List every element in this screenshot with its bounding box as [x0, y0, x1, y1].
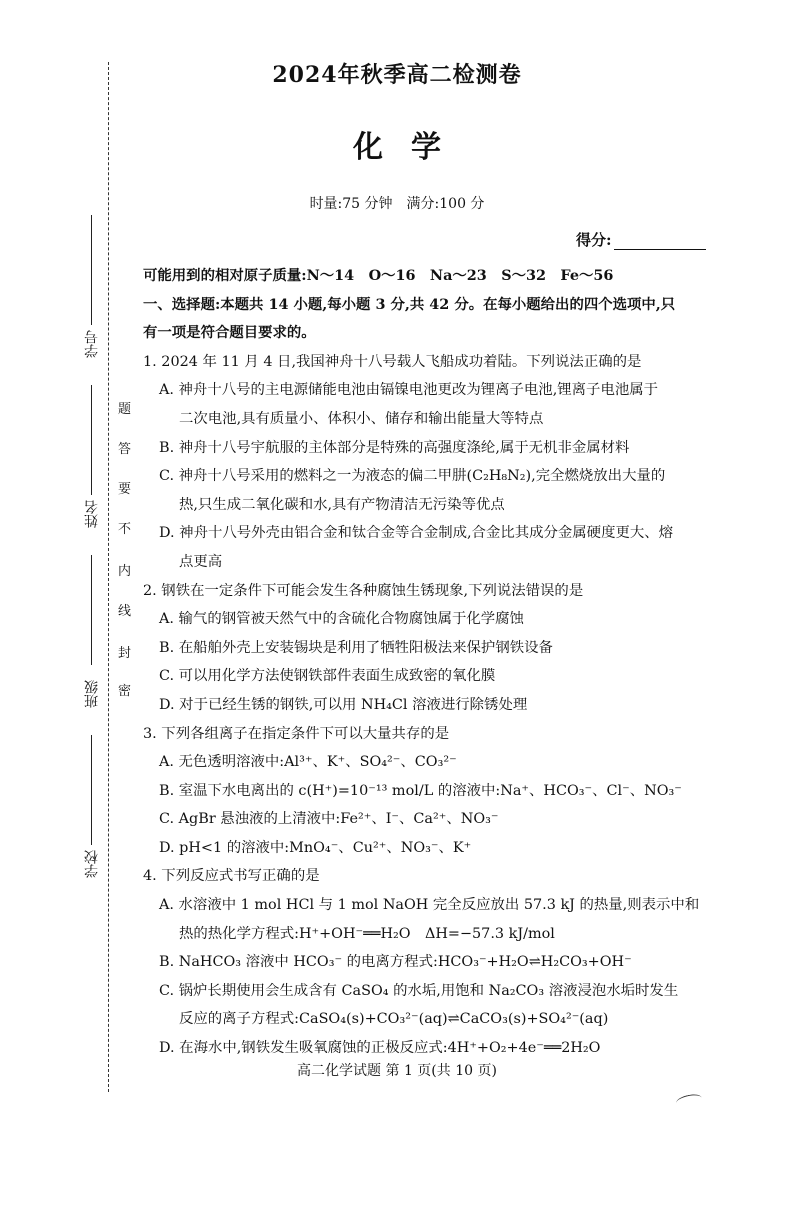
option-continued: 反应的离子方程式:CaSO₄(s)+CO₃²⁻(aq)⇌CaCO₃(s)+SO₄²⁻(aq)	[179, 1011, 609, 1028]
question-stem: 4. 下列反应式书写正确的是	[143, 868, 320, 885]
option: C. 神舟十八号采用的燃料之一为液态的偏二甲肼(C₂H₈N₂),完全燃烧放出大量的	[159, 468, 666, 485]
option: D. 在海水中,钢铁发生吸氧腐蚀的正极反应式:4H⁺+O₂+4e⁻══2H₂O	[159, 1040, 601, 1057]
seal-char: 不	[118, 522, 132, 537]
exam-content	[143, 262, 711, 1063]
question-stem: 2. 钢铁在一定条件下可能会发生各种腐蚀生锈现象,下列说法错误的是	[143, 582, 584, 599]
section-instructions: 有一项是符合题目要求的。	[143, 324, 316, 342]
seal-char: 封	[118, 646, 132, 661]
subject-title: 化学	[353, 130, 469, 165]
class-label: 班级	[84, 680, 100, 708]
question-stem: 3. 下列各组离子在指定条件下可以大量共存的是	[143, 725, 450, 742]
option-continued: 二次电池,具有质量小、体积小、储存和输出能量大等特点	[179, 410, 544, 427]
seal-char: 密	[118, 684, 132, 699]
option-continued: 热的热化学方程式:H⁺+OH⁻══H₂O ΔH=−57.3 kJ/mol	[179, 925, 555, 942]
class-field-line	[91, 555, 92, 665]
binding-line	[108, 62, 109, 1092]
page-footer: 高二化学试题 第 1 页(共 10 页)	[297, 1063, 497, 1079]
option: A. 神舟十八号的主电源储能电池由镉镍电池更改为锂离子电池,锂离子电池属于	[159, 382, 659, 399]
score-label: 得分:	[576, 231, 612, 249]
option: B. 室温下水电离出的 c(H⁺)=10⁻¹³ mol/L 的溶液中:Na⁺、HCO₃⁻、Cl⁻、NO₃⁻	[159, 782, 682, 799]
school-field-line	[91, 735, 92, 845]
option: D. pH<1 的溶液中:MnO₄⁻、Cu²⁺、NO₃⁻、K⁺	[159, 839, 472, 856]
seal-char: 题	[118, 402, 132, 417]
atomic-masses: 可能用到的相对原子质量:N～14 O～16 Na～23 S～32 Fe～56	[143, 267, 614, 284]
option: C. 可以用化学方法使钢铁部件表面生成致密的氧化膜	[159, 668, 496, 685]
option: D. 神舟十八号外壳由铝合金和钛合金等合金制成,合金比其成分金属硬度更大、熔	[159, 525, 674, 542]
option: A. 输气的钢管被天然气中的含硫化合物腐蚀属于化学腐蚀	[159, 611, 524, 628]
student-id-label: 学号	[84, 330, 100, 358]
option: B. NaHCO₃ 溶液中 HCO₃⁻ 的电离方程式:HCO₃⁻+H₂O⇌H₂CO₃+OH⁻	[159, 954, 632, 971]
id-field-line	[91, 215, 92, 325]
pen-mark	[675, 1092, 703, 1108]
time-score-info: 时量:75 分钟 满分:100 分	[309, 196, 485, 212]
option-continued: 点更高	[179, 553, 223, 570]
option: B. 神舟十八号宇航服的主体部分是特殊的高强度涤纶,属于无机非金属材料	[159, 439, 630, 456]
seal-char: 答	[118, 442, 132, 457]
option-continued: 热,只生成二氧化碳和水,具有产物清洁无污染等优点	[179, 496, 505, 513]
name-field-line	[91, 385, 92, 495]
score-blank	[614, 235, 706, 250]
seal-char: 内	[118, 564, 132, 579]
seal-char: 要	[118, 482, 132, 497]
school-label: 学校	[84, 850, 100, 878]
option: A. 水溶液中 1 mol HCl 与 1 mol NaOH 完全反应放出 57.3 kJ 的热量,则表示中和	[159, 897, 700, 914]
section-instructions: 一、选择题:本题共 14 小题,每小题 3 分,共 42 分。在每小题给出的四个选项中,只	[143, 295, 676, 313]
option: C. 锅炉长期使用会生成含有 CaSO₄ 的水垢,用饱和 Na₂CO₃ 溶液浸泡水垢时发生	[159, 982, 679, 999]
question-stem: 1. 2024 年 11 月 4 日,我国神舟十八号载人飞船成功着陆。下列说法正确的是	[143, 353, 642, 370]
option: A. 无色透明溶液中:Al³⁺、K⁺、SO₄²⁻、CO₃²⁻	[159, 754, 457, 771]
name-label: 姓名	[84, 500, 100, 528]
seal-char: 线	[118, 604, 132, 619]
score-field	[576, 229, 706, 250]
option: C. AgBr 悬浊液的上清液中:Fe²⁺、I⁻、Ca²⁺、NO₃⁻	[159, 811, 499, 828]
option: B. 在船舶外壳上安装锡块是利用了牺牲阳极法来保护钢铁设备	[159, 639, 553, 656]
option: D. 对于已经生锈的钢铁,可以用 NH₄Cl 溶液进行除锈处理	[159, 696, 528, 713]
exam-title: 2024年秋季高二检测卷	[272, 62, 522, 88]
